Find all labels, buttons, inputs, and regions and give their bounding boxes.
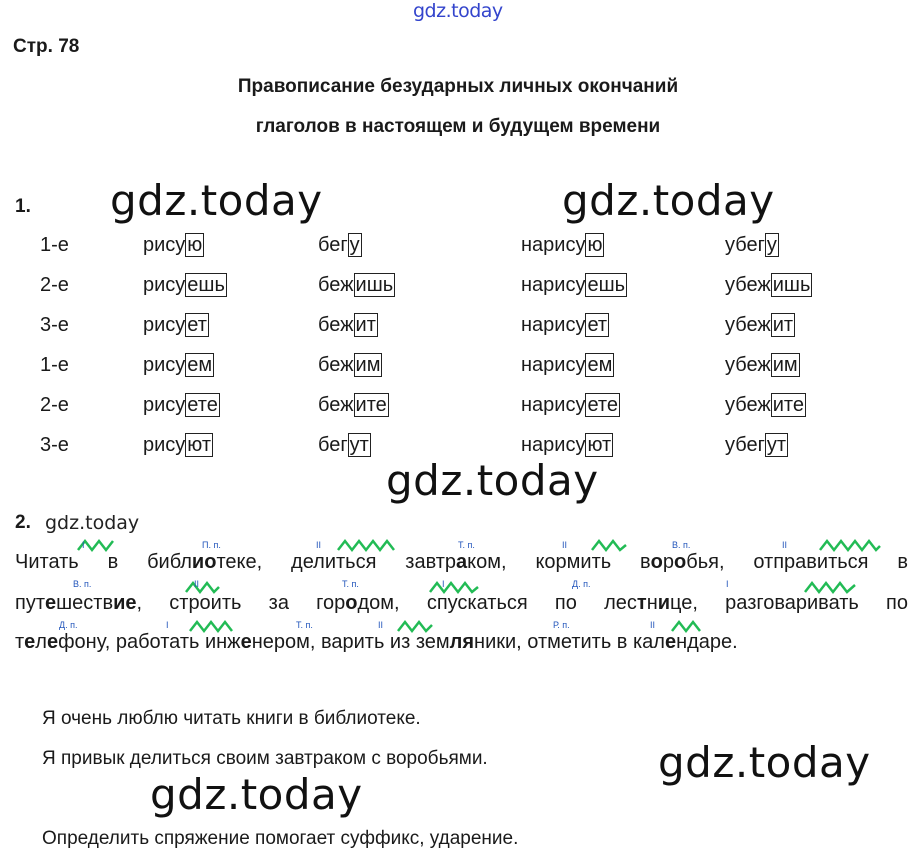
verb-stem: бег	[318, 434, 348, 456]
verb-ending-box: ешь	[187, 274, 225, 296]
verb-stem: беж	[318, 394, 354, 416]
case-annotation: Д. п.	[572, 579, 591, 589]
person-label: 2-е	[40, 394, 69, 416]
person-label: 2-е	[40, 274, 69, 296]
watermark-large: gdz.today	[658, 738, 871, 787]
verb-stem: рису	[143, 394, 186, 416]
verb-stem: рису	[143, 274, 186, 296]
person-label: 1-е	[40, 354, 69, 376]
verb-ending-box: ете	[587, 394, 618, 416]
verb-stem: нарису	[521, 234, 586, 256]
task-2-line-3: телефону, работать инженером, варить из земляники, отметить в календаре.	[15, 631, 738, 653]
zigzag-mark	[338, 541, 394, 550]
verb-stem: нарису	[521, 314, 586, 336]
case-annotation: Т. п.	[458, 540, 475, 550]
case-annotation: В. п.	[672, 540, 691, 550]
case-annotation: I	[726, 579, 729, 589]
verb-ending-box: ют	[187, 434, 212, 456]
case-annotation: Р. п.	[553, 620, 570, 630]
case-annotation: В. п.	[73, 579, 92, 589]
verb-stem: убег	[725, 434, 765, 456]
person-label: 3-е	[40, 314, 69, 336]
person-label: 3-е	[40, 434, 69, 456]
watermark-large: gdz.today	[150, 770, 363, 819]
verb-stem: нарису	[521, 434, 586, 456]
verb-stem: убег	[725, 234, 765, 256]
watermark-large: gdz.today	[110, 176, 323, 225]
verb-stem: рису	[143, 314, 186, 336]
watermark-small-inline: gdz.today	[45, 512, 140, 534]
zigzag-mark	[592, 541, 626, 550]
verb-ending-box: ю	[187, 234, 203, 256]
task-2-line-1: Читать в библиотеке, делиться завтраком, кормить воробья, отправиться в	[15, 551, 908, 573]
verb-stem: нарису	[521, 394, 586, 416]
watermark-large: gdz.today	[562, 176, 775, 225]
case-annotation: I	[166, 620, 169, 630]
verb-ending-box: ит	[355, 314, 376, 336]
verb-stem: убеж	[725, 274, 771, 296]
case-annotation: II	[562, 540, 568, 550]
verb-ending-box: ем	[587, 354, 613, 376]
verb-stem: нарису	[521, 274, 586, 296]
verb-ending-box: ешь	[587, 274, 626, 296]
title-line-1: Правописание безударных личных окончаний	[237, 76, 679, 97]
case-annotation: II	[650, 620, 656, 630]
verb-ending-box: ете	[187, 394, 218, 416]
watermark-large: gdz.today	[386, 456, 599, 505]
verb-stem: убеж	[725, 314, 771, 336]
case-annotation: II	[378, 620, 384, 630]
person-label: 1-е	[40, 234, 69, 256]
watermark-small: gdz.today	[413, 0, 503, 22]
verb-stem: бег	[318, 234, 348, 256]
verb-ending-box: ишь	[355, 274, 394, 296]
sentence: Определить спряжение помогает суффикс, ударение.	[42, 828, 519, 849]
case-annotation: I	[82, 540, 85, 550]
verb-ending-box: ет	[187, 314, 207, 336]
verb-ending-box: им	[355, 354, 381, 376]
verb-ending-box: у	[766, 234, 777, 256]
case-annotation: II	[316, 540, 322, 550]
verb-stem: рису	[143, 354, 186, 376]
verb-ending-box: ет	[587, 314, 608, 336]
task-2-number: 2.	[15, 512, 31, 533]
case-annotation: II	[782, 540, 788, 550]
verb-ending-box: ют	[587, 434, 612, 456]
title-line-2: глаголов в настоящем и будущем времени	[255, 116, 661, 137]
page-number: Стр. 78	[13, 36, 80, 57]
verb-ending-box: ем	[187, 354, 213, 376]
verb-stem: беж	[318, 354, 354, 376]
verb-ending-box: им	[772, 354, 798, 376]
verb-ending-box: ите	[772, 394, 804, 416]
case-annotation: II	[194, 579, 200, 589]
verb-ending-box: ите	[355, 394, 387, 416]
verb-ending-box: ю	[587, 234, 603, 256]
verb-stem: нарису	[521, 354, 586, 376]
sentence: Я привык делиться своим завтраком с воробьями.	[42, 748, 488, 769]
verb-ending-box: ут	[766, 434, 787, 456]
case-annotation: Т. п.	[296, 620, 313, 630]
verb-stem: убеж	[725, 394, 771, 416]
verb-stem: рису	[143, 234, 186, 256]
verb-stem: убеж	[725, 354, 771, 376]
case-annotation: П. п.	[202, 540, 221, 550]
task-2-line-2: путешествие, строить за городом, спускаться по лестнице, разговаривать по	[15, 592, 909, 614]
zigzag-mark	[820, 541, 880, 550]
verb-stem: беж	[318, 314, 354, 336]
case-annotation: Д. п.	[59, 620, 78, 630]
case-annotation: Т. п.	[342, 579, 359, 589]
verb-ending-box: ут	[349, 434, 369, 456]
verb-ending-box: у	[349, 234, 360, 256]
case-annotation: I	[442, 579, 445, 589]
task-1-number: 1.	[15, 196, 31, 217]
sentence: Я очень люблю читать книги в библиотеке.	[42, 708, 421, 729]
verb-stem: рису	[143, 434, 186, 456]
verb-ending-box: ишь	[772, 274, 811, 296]
verb-stem: беж	[318, 274, 354, 296]
verb-ending-box: ит	[772, 314, 794, 336]
